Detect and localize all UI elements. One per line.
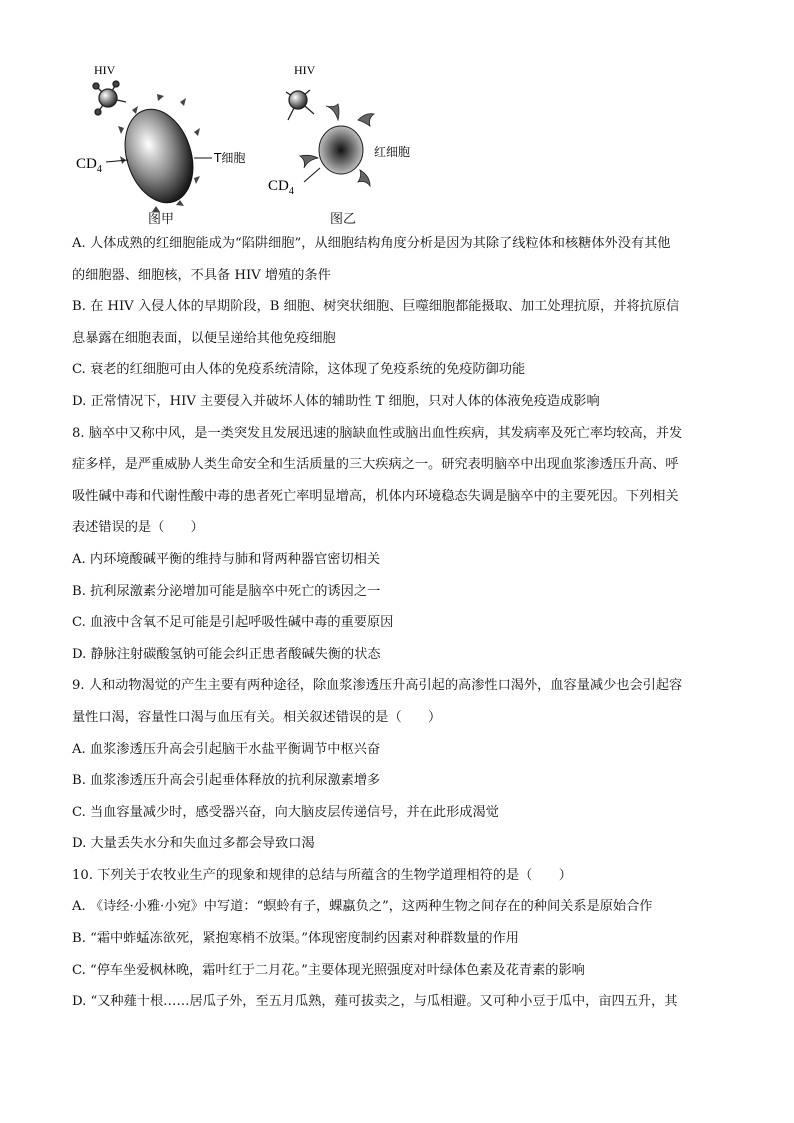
t-cell-label: T细胞 [214, 151, 246, 165]
figure-b [266, 58, 426, 208]
text-line: A. 内环境酸碱平衡的维持与肺和肾两种器官密切相关 [72, 551, 381, 567]
text-line: 10. 下列关于农牧业生产的现象和规律的总结与所蕴含的生物学道理相符的是（ ） [72, 867, 572, 883]
hiv-virus [286, 90, 314, 120]
red-cell-body [319, 126, 363, 174]
text-line: 量性口渴，容量性口渴与血压有关。相关叙述错误的是（ ） [72, 709, 442, 725]
text-line: B. 在 HIV 入侵人体的早期阶段，B 细胞、树突状细胞、巨噬细胞都能摄取、加工处理抗原，并将抗原信 [72, 299, 680, 315]
text-line: 8. 脑卒中又称中风，是一类突发且发展迅速的脑缺血性或脑出血性疾病，其发病率及死亡率均较高，并发 [72, 425, 683, 441]
hiv-label: HIV [294, 63, 316, 77]
text-line: 吸性碱中毒和代谢性酸中毒的患者死亡率明显增高，机体内环境稳态失调是脑卒中的主要死因。下列相关 [72, 488, 679, 504]
text-line: A. 人体成熟的红细胞能成为“陷阱细胞”，从细胞结构角度分析是因为其除了线粒体和核糖体外没有其他 [72, 236, 671, 251]
red-cell-diagram [266, 58, 426, 208]
text-line: D. “又种薤十根……居瓜子外，至五月瓜熟，薤可拔卖之，与瓜相避。又可种小豆于瓜中，亩四五升，其 [72, 994, 678, 1010]
figure-a [72, 58, 262, 228]
text-line: D. 静脉注射碳酸氢钠可能会纠正患者酸碱失衡的状态 [72, 646, 381, 662]
text-line: B. 血浆渗透压升高会引起垂体释放的抗利尿激素增多 [72, 773, 381, 789]
text-line: C. 当血容量减少时，感受器兴奋，向大脑皮层传递信号，并在此形成渴觉 [72, 804, 499, 820]
text-line: C. 血液中含氧不足可能是引起呼吸性碱中毒的重要原因 [72, 615, 394, 631]
text-line: B. 抗利尿激素分泌增加可能是脑卒中死亡的诱因之一 [72, 583, 381, 599]
text-line: A. 血浆渗透压升高会引起脑干水盐平衡调节中枢兴奋 [72, 741, 381, 757]
hiv-label: HIV [94, 63, 116, 77]
figure-a-caption: 图甲 [148, 212, 175, 227]
text-line: 的细胞器、细胞核，不具备 HIV 增殖的条件 [72, 267, 331, 283]
text-line: C. 衰老的红细胞可由人体的免疫系统清除，这体现了免疫系统的免疫防御功能 [72, 362, 526, 378]
hiv-virus [93, 81, 126, 115]
red-cell-label: 红细胞 [374, 145, 411, 159]
t-cell-body [114, 100, 205, 211]
cd4-label: $CD_4$ [76, 156, 102, 175]
question-text [72, 228, 724, 1018]
text-line: D. 正常情况下，HIV 主要侵入并破坏人体的辅助性 T 细胞，只对人体的体液免疫造成影响 [72, 393, 600, 409]
text-line: 息暴露在细胞表面，以便呈递给其他免疫细胞 [72, 330, 336, 346]
figure-b-caption: 图乙 [330, 212, 357, 227]
text-line: C. “停车坐爱枫林晚，霜叶红于二月花。”主要体现光照强度对叶绿体色素及花青素的影响 [72, 962, 585, 978]
text-line: 症多样，是严重威胁人类生命安全和生活质量的三大疾病之一。研究表明脑卒中出现血浆渗透压升高、呼 [72, 457, 679, 473]
text-line: D. 大量丢失水分和失血过多都会导致口渴 [72, 836, 315, 852]
cd4-label: $CD_4$ [268, 178, 294, 197]
t-cell-diagram [72, 58, 262, 228]
text-line: A. 《诗经·小雅·小宛》中写道：“螟蛉有子，蜾蠃负之”，这两种生物之间存在的种间关系是原始合作 [72, 899, 653, 915]
text-line: 表述错误的是（ ） [72, 520, 204, 536]
text-line: 9. 人和动物渴觉的产生主要有两种途径，除血浆渗透压升高引起的高渗性口渴外，血容量减少也会引起容 [72, 678, 683, 694]
text-line: B. “霜中蚱蜢冻欲死，紧抱寒梢不放渠。”体现密度制约因素对种群数量的作用 [72, 931, 519, 947]
